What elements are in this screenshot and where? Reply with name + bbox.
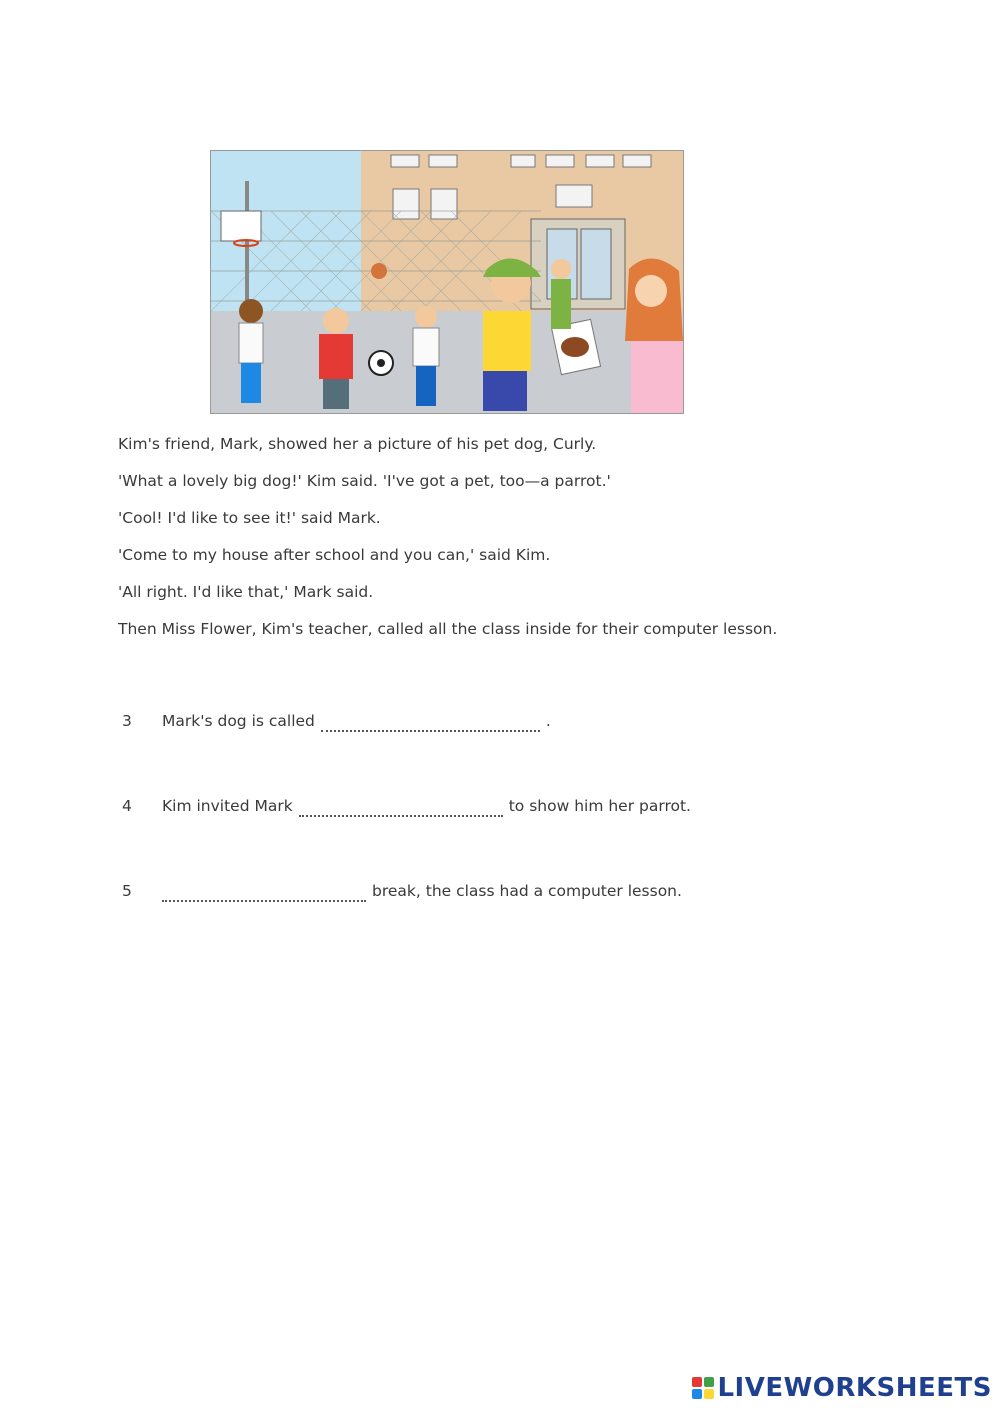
question-3 bbox=[122, 712, 551, 732]
story-line: 'Cool! I'd like to see it!' said Mark. bbox=[118, 509, 381, 527]
story-line: 'All right. I'd like that,' Mark said. bbox=[118, 583, 374, 601]
liveworksheets-logo[interactable] bbox=[692, 1373, 992, 1403]
brand-name: LIVEWORKSHEETS bbox=[717, 1373, 992, 1403]
question-number: 3 bbox=[122, 712, 132, 730]
story-line: Kim's friend, Mark, showed her a picture of his pet dog, Curly. bbox=[118, 435, 597, 453]
school-playground-illustration bbox=[210, 150, 684, 414]
answer-input-4[interactable] bbox=[299, 799, 503, 817]
answer-input-5[interactable] bbox=[162, 884, 366, 902]
question-text-before: Kim invited Mark bbox=[162, 797, 293, 815]
question-5 bbox=[122, 882, 682, 902]
story-line: 'Come to my house after school and you can,' said Kim. bbox=[118, 546, 551, 564]
answer-input-3[interactable] bbox=[321, 714, 540, 732]
question-4 bbox=[122, 797, 691, 817]
liveworksheets-logo-icon bbox=[692, 1377, 714, 1399]
question-text-before: Mark's dog is called bbox=[162, 712, 315, 730]
question-text-after: to show him her parrot. bbox=[508, 797, 691, 815]
story-line: 'What a lovely big dog!' Kim said. 'I've got a pet, too—a parrot.' bbox=[118, 472, 611, 490]
question-text-after: . bbox=[545, 712, 551, 730]
question-number: 4 bbox=[122, 797, 132, 815]
story-line: Then Miss Flower, Kim's teacher, called all the class inside for their computer lesson. bbox=[118, 620, 778, 638]
question-number: 5 bbox=[122, 882, 132, 900]
question-text-after: break, the class had a computer lesson. bbox=[372, 882, 682, 900]
story-text bbox=[118, 432, 798, 654]
